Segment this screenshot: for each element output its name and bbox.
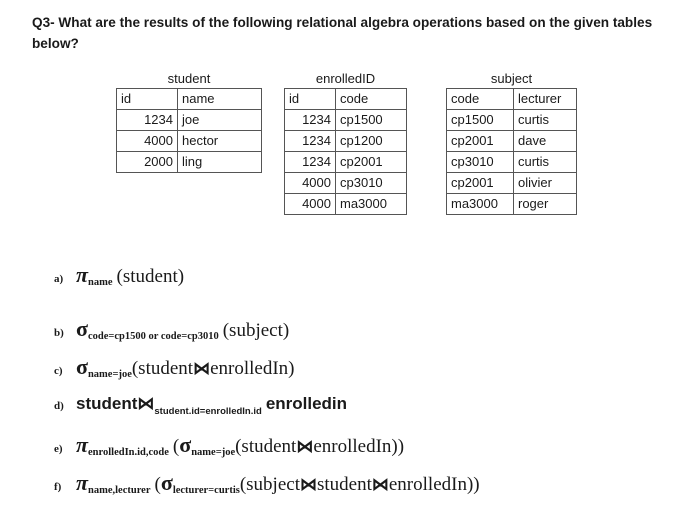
- operation-argument: (subject): [222, 320, 290, 341]
- table-cell: cp1500: [447, 110, 514, 131]
- operation-argument: (student: [235, 436, 297, 457]
- operation-argument: enrolledIn)): [388, 474, 480, 495]
- projection-attributes: name,lecturer: [88, 485, 151, 496]
- table-cell: curtis: [514, 152, 577, 173]
- operation-argument: (subject: [239, 474, 300, 495]
- table-cell: cp2001: [447, 173, 514, 194]
- table-cell: 2000: [117, 152, 178, 173]
- table-row: [447, 194, 577, 215]
- operation-c: [54, 354, 294, 380]
- table-cell: 4000: [285, 173, 336, 194]
- table-cell: cp1200: [336, 131, 407, 152]
- table-header-row: [447, 89, 577, 110]
- table-cell: hector: [178, 131, 262, 152]
- table-cell: olivier: [514, 173, 577, 194]
- table-row: [285, 173, 407, 194]
- table-cell: dave: [514, 131, 577, 152]
- column-header: lecturer: [514, 89, 577, 110]
- table-row: [447, 173, 577, 194]
- table-row: [285, 131, 407, 152]
- operation-argument: student: [76, 394, 138, 413]
- projection-attributes: name: [88, 277, 113, 288]
- table-row: [117, 131, 262, 152]
- table-row: [447, 131, 577, 152]
- subject-table: [446, 88, 577, 215]
- selection-symbol: σ: [76, 354, 88, 379]
- column-header: code: [336, 89, 407, 110]
- table-cell: 1234: [285, 131, 336, 152]
- operation-argument: student: [316, 474, 372, 495]
- table-cell: cp2001: [447, 131, 514, 152]
- table-cell: 4000: [117, 131, 178, 152]
- table-row: [447, 110, 577, 131]
- table-cell: 1234: [117, 110, 178, 131]
- enrolled-table-block: [284, 70, 407, 215]
- column-header: code: [447, 89, 514, 110]
- operation-label: f): [54, 481, 62, 493]
- operation-label: c): [54, 365, 63, 377]
- open-paren: (: [172, 436, 180, 457]
- natural-join-symbol: ⋈: [299, 475, 317, 494]
- natural-join-symbol: ⋈: [296, 437, 314, 456]
- table-row: [285, 110, 407, 131]
- student-table: [116, 88, 262, 173]
- table-cell: cp2001: [336, 152, 407, 173]
- operation-a: [54, 262, 184, 288]
- table-cell: cp3010: [447, 152, 514, 173]
- table-row: [285, 152, 407, 173]
- table-cell: cp3010: [336, 173, 407, 194]
- selection-condition: name=joe: [191, 447, 236, 458]
- selection-symbol: σ: [160, 470, 173, 495]
- subject-table-block: [446, 70, 577, 215]
- operation-b: [54, 316, 289, 342]
- student-table-caption: student: [167, 71, 211, 86]
- operation-argument: (student): [116, 266, 185, 287]
- open-paren: (: [154, 474, 161, 495]
- question-title: Q3- What are the results of the following relational algebra operations based on the given tables below?: [32, 15, 653, 51]
- join-condition: student.id=enrolledIn.id: [154, 406, 262, 417]
- operation-label: d): [54, 400, 64, 412]
- selection-condition: lecturer=curtis: [172, 485, 240, 496]
- table-cell: joe: [178, 110, 262, 131]
- table-row: [285, 194, 407, 215]
- operation-d: [54, 394, 347, 417]
- operation-f: [54, 470, 480, 496]
- column-header: id: [117, 89, 178, 110]
- table-cell: 4000: [285, 194, 336, 215]
- table-cell: curtis: [514, 110, 577, 131]
- projection-symbol: π: [76, 432, 89, 457]
- column-header: name: [178, 89, 262, 110]
- operation-label: e): [54, 443, 63, 455]
- operation-argument: enrolledIn): [210, 358, 295, 379]
- operation-argument: enrolledin: [265, 394, 348, 413]
- student-table-block: [116, 70, 262, 173]
- table-cell: 1234: [285, 152, 336, 173]
- operation-argument: enrolledIn)): [313, 436, 405, 457]
- table-cell: cp1500: [336, 110, 407, 131]
- enrolled-table: [284, 88, 407, 215]
- projection-attributes: enrolledIn.id,code: [88, 447, 169, 458]
- operation-argument: (student: [131, 358, 194, 379]
- operation-label: b): [54, 327, 64, 339]
- column-header: id: [285, 89, 336, 110]
- table-row: [117, 110, 262, 131]
- table-cell: ma3000: [447, 194, 514, 215]
- operation-e: [54, 432, 404, 458]
- natural-join-symbol: ⋈: [371, 475, 389, 494]
- projection-symbol: π: [76, 470, 89, 495]
- projection-symbol: π: [76, 262, 89, 287]
- subject-table-caption: subject: [490, 71, 533, 86]
- table-cell: roger: [514, 194, 577, 215]
- selection-condition: code=cp1500 or code=cp3010: [87, 331, 219, 342]
- natural-join-symbol: ⋈: [193, 359, 211, 378]
- table-row: [447, 152, 577, 173]
- table-cell: ling: [178, 152, 262, 173]
- selection-condition: name=joe: [87, 369, 132, 380]
- table-header-row: [117, 89, 262, 110]
- selection-symbol: σ: [179, 432, 192, 457]
- table-cell: 1234: [285, 110, 336, 131]
- theta-join-symbol: ⋈: [137, 394, 155, 413]
- table-row: [117, 152, 262, 173]
- table-header-row: [285, 89, 407, 110]
- table-cell: ma3000: [336, 194, 407, 215]
- selection-symbol: σ: [76, 316, 88, 341]
- enrolled-table-caption: enrolledID: [315, 71, 376, 86]
- operation-label: a): [54, 273, 64, 285]
